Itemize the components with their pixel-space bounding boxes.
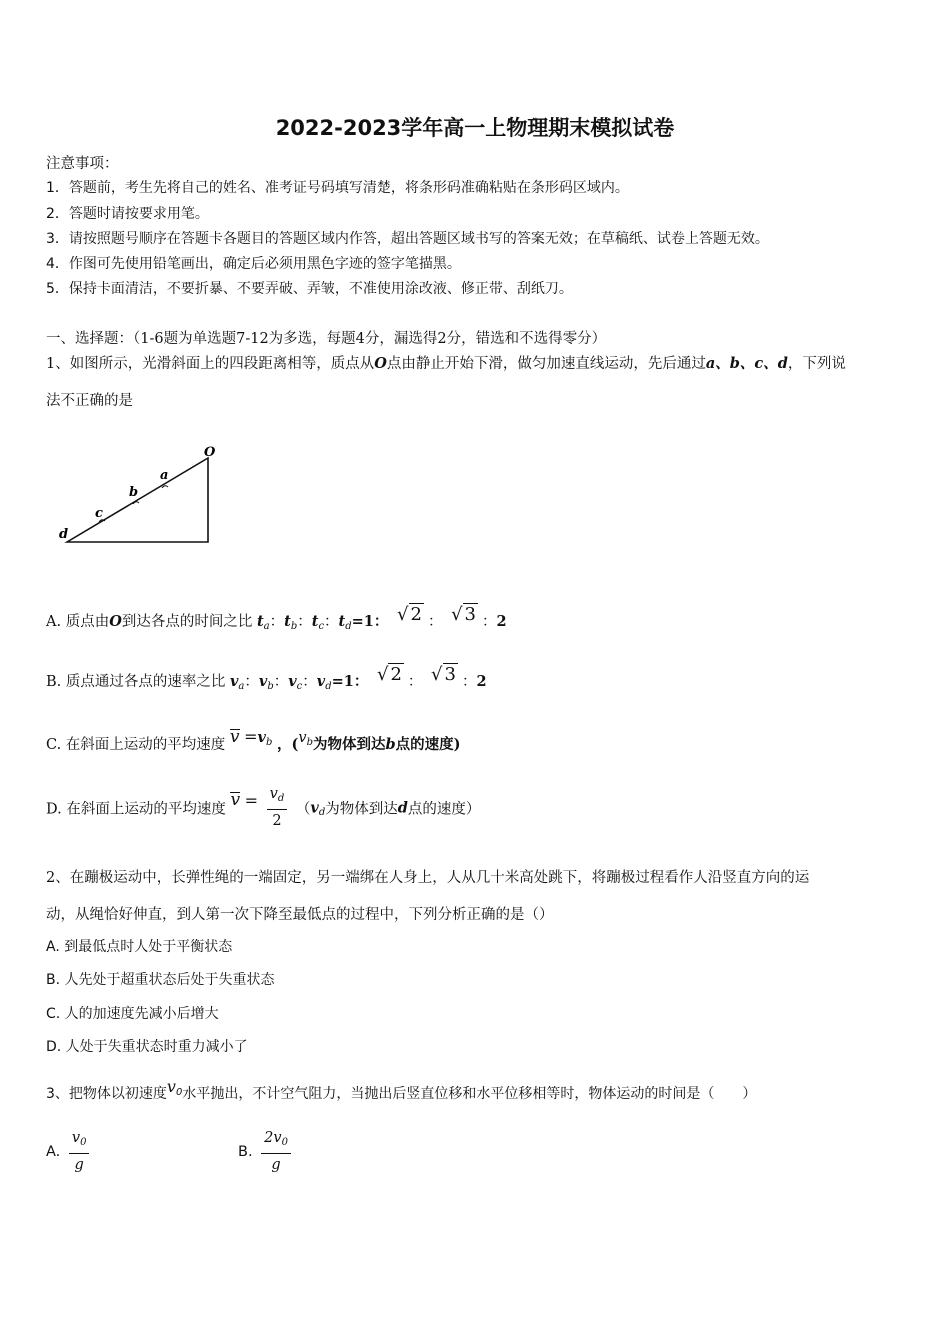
q2-stem: 2、在蹦极运动中，长弹性绳的一端固定，另一端绑在人身上，人从几十米高处跳下，将蹦极过程看作人沿竖直方向的运 <box>46 870 810 886</box>
q3-option-b: B. $\frac{2v_0}{g}$ <box>238 1128 295 1176</box>
q1-stem-cont: 法不正确的是 <box>46 393 133 409</box>
notice-item: 5．保持卡面清洁，不要折暴、不要弄破、弄皱，不准使用涂改液、修正带、刮纸刀。 <box>46 281 573 297</box>
fraction-v0-over-g: $\frac{v_0}{g}$ <box>69 1128 90 1176</box>
q3-option-a: A. $\frac{v_0}{g}$ <box>46 1128 93 1176</box>
incline-figure <box>55 440 225 550</box>
figure-label-o: O <box>204 445 216 460</box>
sqrt-2: √ 2 <box>376 664 402 685</box>
section-heading: 一、选择题：（1-6题为单选题7-12为多选，每题4分，漏选得2分，错选和不选得零分） <box>46 331 607 347</box>
q1-option-d: D. 在斜面上运动的平均速度 v = $\frac{v_d}{2}$ （$v_d$为物体到达d点的速度） <box>46 784 480 832</box>
figure-label-c: c <box>95 506 103 521</box>
notice-heading: 注意事项： <box>46 156 119 172</box>
q1-stem: 1、如图所示，光滑斜面上的四段距离相等，质点从O点由静止开始下滑，做匀加速直线运动，先后通过a、b、c、d，下列说 <box>46 355 846 372</box>
sqrt-3: √ 3 <box>431 664 456 685</box>
sqrt-3: √ 3 <box>451 604 476 625</box>
fraction-2v0-over-g: $\frac{2v_0}{g}$ <box>261 1128 291 1176</box>
fraction-vd-over-2: $\frac{v_d}{2}$ <box>267 784 288 832</box>
q2-option-d: D. 人处于失重状态时重力减小了 <box>46 1039 248 1055</box>
sqrt-2: √ 2 <box>397 604 422 625</box>
notice-item: 3．请按照题号顺序在答题卡各题目的答题区域内作答，超出答题区域书写的答案无效；在草稿纸、试卷上答题无效。 <box>46 231 769 247</box>
notice-item: 1．答题前，考生先将自己的姓名、准考证号码填写清楚，将条形码准确粘贴在条形码区域内。 <box>46 180 629 196</box>
notice-item: 4．作图可先使用铅笔画出，确定后必须用黑色字迹的签字笔描黑。 <box>46 256 461 272</box>
notice-item: 2．答题时请按要求用笔。 <box>46 206 209 222</box>
q3-stem: 3、把物体以初速度$v^0$水平抛出，不计空气阻力，当抛出后竖直位移和水平位移相等时，物体运动的时间是（ ） <box>46 1077 757 1102</box>
average-velocity-symbol: v <box>230 790 241 810</box>
q1-option-c: C. 在斜面上运动的平均速度 $v =v^b$ ，($v^b$为物体到达b点的速度) <box>46 727 461 753</box>
q2-option-a: A. 到最低点时人处于平衡状态 <box>46 939 233 955</box>
q1-option-a: A. 质点由O到达各点的时间之比 $t_a$：$t_b$：$t_c$：$t_d=1$： √ 2 ： √ 3 ：2 <box>46 604 507 632</box>
average-velocity-symbol: v <box>229 727 240 747</box>
q1-option-b: B. 质点通过各点的速率之比 $v_a$：$v_b$：$v_c$：$v_d=1$： √ 2 ： √ 3 ：2 <box>46 664 487 692</box>
figure-label-a: a <box>160 468 169 483</box>
q2-stem-cont: 动，从绳恰好伸直，到人第一次下降至最低点的过程中，下列分析正确的是（） <box>46 907 554 923</box>
figure-label-d: d <box>59 527 69 542</box>
page-title: 2022-2023学年高一上物理期末模拟试卷 <box>275 116 675 140</box>
figure-label-b: b <box>129 485 139 500</box>
q2-option-b: B. 人先处于超重状态后处于失重状态 <box>46 972 275 988</box>
q2-option-c: C. 人的加速度先减小后增大 <box>46 1006 219 1022</box>
